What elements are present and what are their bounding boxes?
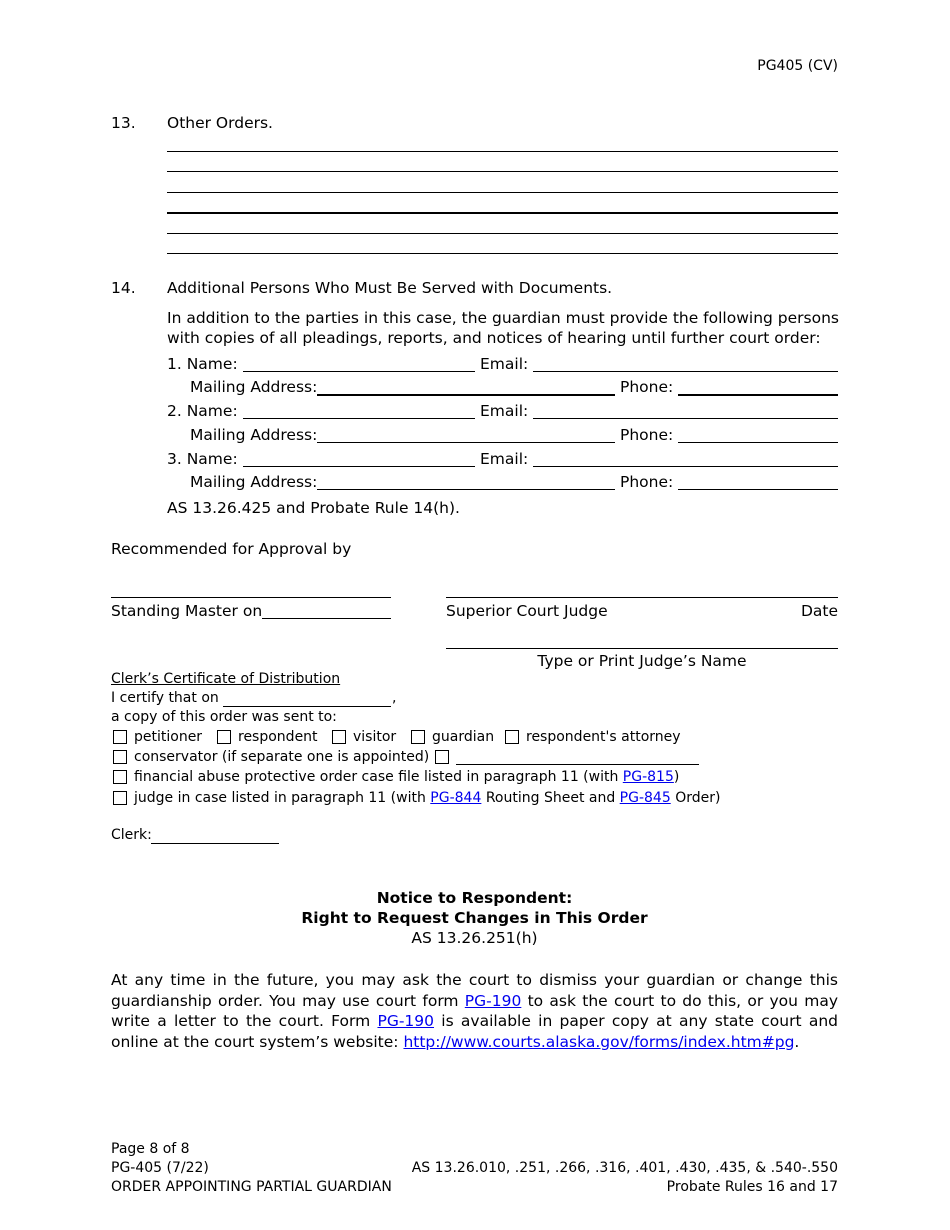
petitioner-label: petitioner — [134, 729, 203, 745]
person-1-phone-field[interactable] — [678, 394, 838, 396]
person-2-phone-label: Phone: — [620, 426, 674, 444]
person-1-email-label: Email: — [480, 355, 529, 373]
footer-form-title: ORDER APPOINTING PARTIAL GUARDIAN — [111, 1179, 392, 1195]
pg-845-link[interactable]: PG-845 — [619, 790, 671, 806]
section-13-title: Other Orders. — [167, 114, 273, 132]
notice-title-2: Right to Request Changes in This Order — [301, 909, 648, 927]
other-orders-line-2[interactable] — [167, 171, 838, 172]
footer-page: Page 8 of 8 — [111, 1141, 190, 1157]
pg-190-link-1[interactable]: PG-190 — [464, 991, 522, 1010]
financial-abuse-text: financial abuse protective order case file listed in paragraph 11 (with — [134, 769, 623, 785]
person-2-email-field[interactable] — [533, 418, 838, 419]
judge-signature-line[interactable] — [446, 597, 838, 598]
person-1-name-label: 1. Name: — [167, 355, 238, 373]
conservator-label: conservator (if separate one is appointed) — [134, 749, 430, 765]
standing-master-label: Standing Master on — [111, 602, 263, 620]
standing-master-signature-line[interactable] — [111, 597, 391, 598]
judge-case-mid: Routing Sheet and — [481, 790, 620, 806]
judge-case-label — [134, 790, 720, 806]
notice-text-2: to ask the court to do this, or you may write a letter to the court. Form — [111, 991, 839, 1030]
footer-statutes: AS 13.26.010, .251, .266, .316, .401, .430, .435, & .540-.550 — [411, 1160, 838, 1176]
person-3-phone-label: Phone: — [620, 473, 674, 491]
petitioner-checkbox[interactable] — [113, 730, 127, 744]
respondents-attorney-checkbox[interactable] — [505, 730, 519, 744]
person-1-email-field[interactable] — [533, 371, 838, 372]
person-3-address-field[interactable] — [317, 489, 615, 490]
type-print-judge-name-label: Type or Print Judge’s Name — [537, 652, 747, 670]
other-orders-line-1[interactable] — [167, 151, 838, 152]
person-2-address-field[interactable] — [317, 442, 615, 443]
person-2-email-label: Email: — [480, 402, 529, 420]
person-3-email-field[interactable] — [533, 466, 838, 467]
clerk-signature-field[interactable] — [151, 843, 279, 844]
clerk-certificate-title: Clerk’s Certificate of Distribution — [111, 671, 341, 687]
other-recipient-checkbox[interactable] — [435, 750, 449, 764]
notice-statute: AS 13.26.251(h) — [411, 929, 538, 947]
court-website-link[interactable]: http://www.courts.alaska.gov/forms/index.htm#pg — [403, 1032, 795, 1051]
other-orders-line-3[interactable] — [167, 192, 838, 193]
person-1-address-label: Mailing Address: — [190, 378, 318, 396]
person-3-email-label: Email: — [480, 450, 529, 468]
judge-case-suffix: Order) — [670, 790, 721, 806]
notice-paragraph — [111, 970, 838, 1052]
person-1-address-field[interactable] — [317, 394, 615, 396]
section-14-intro-2: with copies of all pleadings, reports, and notices of hearing until further court order: — [167, 329, 821, 347]
section-13-number: 13. — [111, 114, 136, 132]
visitor-label: visitor — [353, 729, 397, 745]
date-label: Date — [800, 602, 838, 620]
superior-court-judge-label: Superior Court Judge — [446, 602, 608, 620]
financial-abuse-label — [134, 769, 679, 785]
copy-sent-text: a copy of this order was sent to: — [111, 709, 337, 725]
judge-case-text: judge in case listed in paragraph 11 (with — [134, 790, 431, 806]
clerk-label: Clerk: — [111, 827, 152, 843]
certify-comma: , — [392, 690, 397, 706]
other-orders-line-6[interactable] — [167, 253, 838, 254]
respondent-checkbox[interactable] — [217, 730, 231, 744]
recommended-for-approval: Recommended for Approval by — [111, 540, 352, 558]
notice-title-1: Notice to Respondent: — [376, 889, 573, 907]
certify-text: I certify that on — [111, 690, 219, 706]
pg-190-link-2[interactable]: PG-190 — [377, 1012, 435, 1030]
guardian-checkbox[interactable] — [411, 730, 425, 744]
section-14-title: Additional Persons Who Must Be Served with Documents. — [167, 279, 613, 297]
section-14-citation: AS 13.26.425 and Probate Rule 14(h). — [167, 499, 460, 517]
other-recipient-field[interactable] — [456, 764, 699, 765]
pg-815-link[interactable]: PG-815 — [622, 769, 674, 785]
person-2-name-label: 2. Name: — [167, 402, 238, 420]
other-orders-line-4[interactable] — [167, 212, 838, 214]
person-2-name-field[interactable] — [243, 418, 475, 419]
person-1-phone-label: Phone: — [620, 378, 674, 396]
certify-date-field[interactable] — [223, 706, 391, 707]
pg-844-link[interactable]: PG-844 — [430, 790, 482, 806]
guardian-label: guardian — [432, 729, 495, 745]
person-3-address-label: Mailing Address: — [190, 473, 318, 491]
judge-name-line[interactable] — [446, 648, 838, 649]
financial-abuse-suffix: ) — [673, 769, 680, 785]
form-code: PG405 (CV) — [757, 58, 838, 74]
person-3-name-label: 3. Name: — [167, 450, 238, 468]
section-14-intro-1: In addition to the parties in this case, the guardian must provide the following persons — [167, 309, 839, 327]
footer-rules: Probate Rules 16 and 17 — [666, 1179, 838, 1195]
judge-case-checkbox[interactable] — [113, 791, 127, 805]
respondents-attorney-label: respondent's attorney — [526, 729, 681, 745]
other-orders-line-5[interactable] — [167, 233, 838, 234]
standing-master-date-field[interactable] — [262, 618, 391, 619]
person-1-name-field[interactable] — [243, 371, 475, 372]
visitor-checkbox[interactable] — [332, 730, 346, 744]
person-2-phone-field[interactable] — [678, 442, 838, 443]
section-14-number: 14. — [111, 279, 136, 297]
notice-text-3: is available in paper copy at any state court and online at the court system’s website: — [111, 1012, 838, 1051]
notice-text-4: . — [794, 1032, 800, 1051]
financial-abuse-checkbox[interactable] — [113, 770, 127, 784]
respondent-label: respondent — [238, 729, 318, 745]
person-2-address-label: Mailing Address: — [190, 426, 318, 444]
footer-form-number: PG-405 (7/22) — [111, 1160, 209, 1176]
conservator-checkbox[interactable] — [113, 750, 127, 764]
person-3-phone-field[interactable] — [678, 489, 838, 490]
notice-text-1: At any time in the future, you may ask the court to dismiss your guardian or change this guardianship order. You may use court form — [111, 971, 838, 1010]
person-3-name-field[interactable] — [243, 466, 475, 467]
